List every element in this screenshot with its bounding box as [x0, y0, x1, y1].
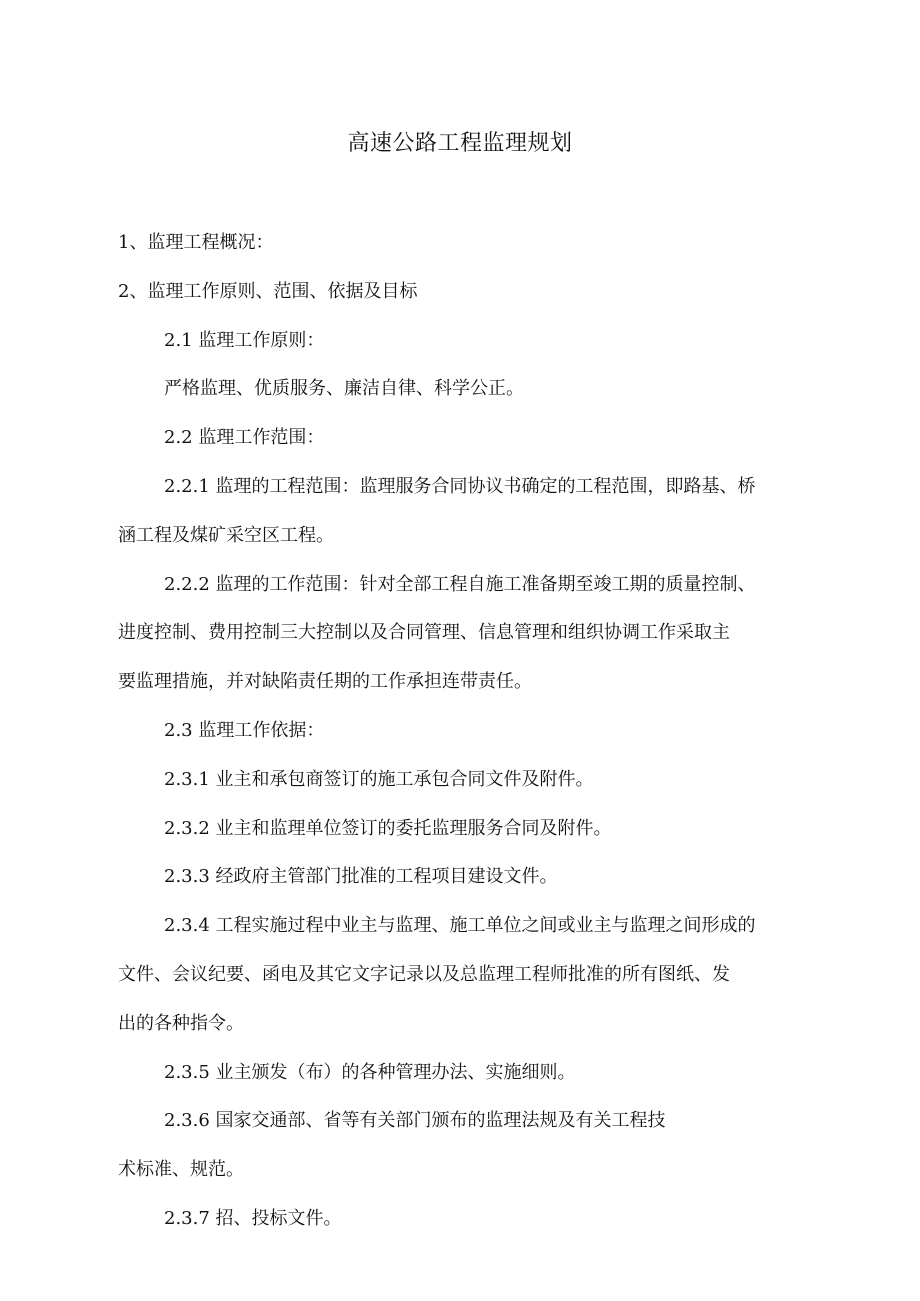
line-16: 文件、会议纪要、函电及其它文字记录以及总监理工程师批准的所有图纸、发	[118, 963, 730, 985]
line-20: 术标准、规范。	[118, 1159, 244, 1181]
document-title: 高速公路工程监理规划	[347, 131, 573, 156]
line-17: 出的各种指令。	[118, 1012, 244, 1034]
line-21: 2.3.7 招、投标文件。	[164, 1207, 342, 1229]
line-7: 涵工程及煤矿采空区工程。	[118, 524, 334, 546]
line-11: 2.3 监理工作依据：	[164, 719, 325, 741]
line-12: 2.3.1 业主和承包商签订的施工承包合同文件及附件。	[164, 768, 594, 790]
document-body	[118, 219, 808, 1244]
line-14: 2.3.3 经政府主管部门批准的工程项目建设文件。	[164, 866, 558, 888]
line-4: 严格监理、优质服务、廉洁自律、科学公正。	[164, 378, 524, 400]
line-1: 1、监理工程概况：	[118, 232, 274, 253]
line-3: 2.1 监理工作原则：	[164, 329, 325, 351]
line-13: 2.3.2 业主和监理单位签订的委托监理服务合同及附件。	[164, 817, 612, 839]
line-10: 要监理措施，并对缺陷责任期的工作承担连带责任。	[118, 671, 532, 693]
line-8: 2.2.2 监理的工作范围：针对全部工程自施工准备期至竣工期的质量控制、	[164, 573, 756, 595]
line-2: 2、监理工作原则、范围、依据及目标	[118, 280, 418, 302]
line-6: 2.2.1 监理的工程范围：监理服务合同协议书确定的工程范围，即路基、桥	[164, 475, 756, 497]
line-9: 进度控制、费用控制三大控制以及合同管理、信息管理和组织协调工作采取主	[118, 622, 730, 644]
line-18: 2.3.5 业主颁发（布）的各种管理办法、实施细则。	[164, 1061, 576, 1083]
line-5: 2.2 监理工作范围：	[164, 427, 325, 449]
line-19: 2.3.6 国家交通部、省等有关部门颁布的监理法规及有关工程技	[164, 1110, 666, 1132]
line-15: 2.3.4 工程实施过程中业主与监理、施工单位之间或业主与监理之间形成的	[164, 915, 756, 937]
